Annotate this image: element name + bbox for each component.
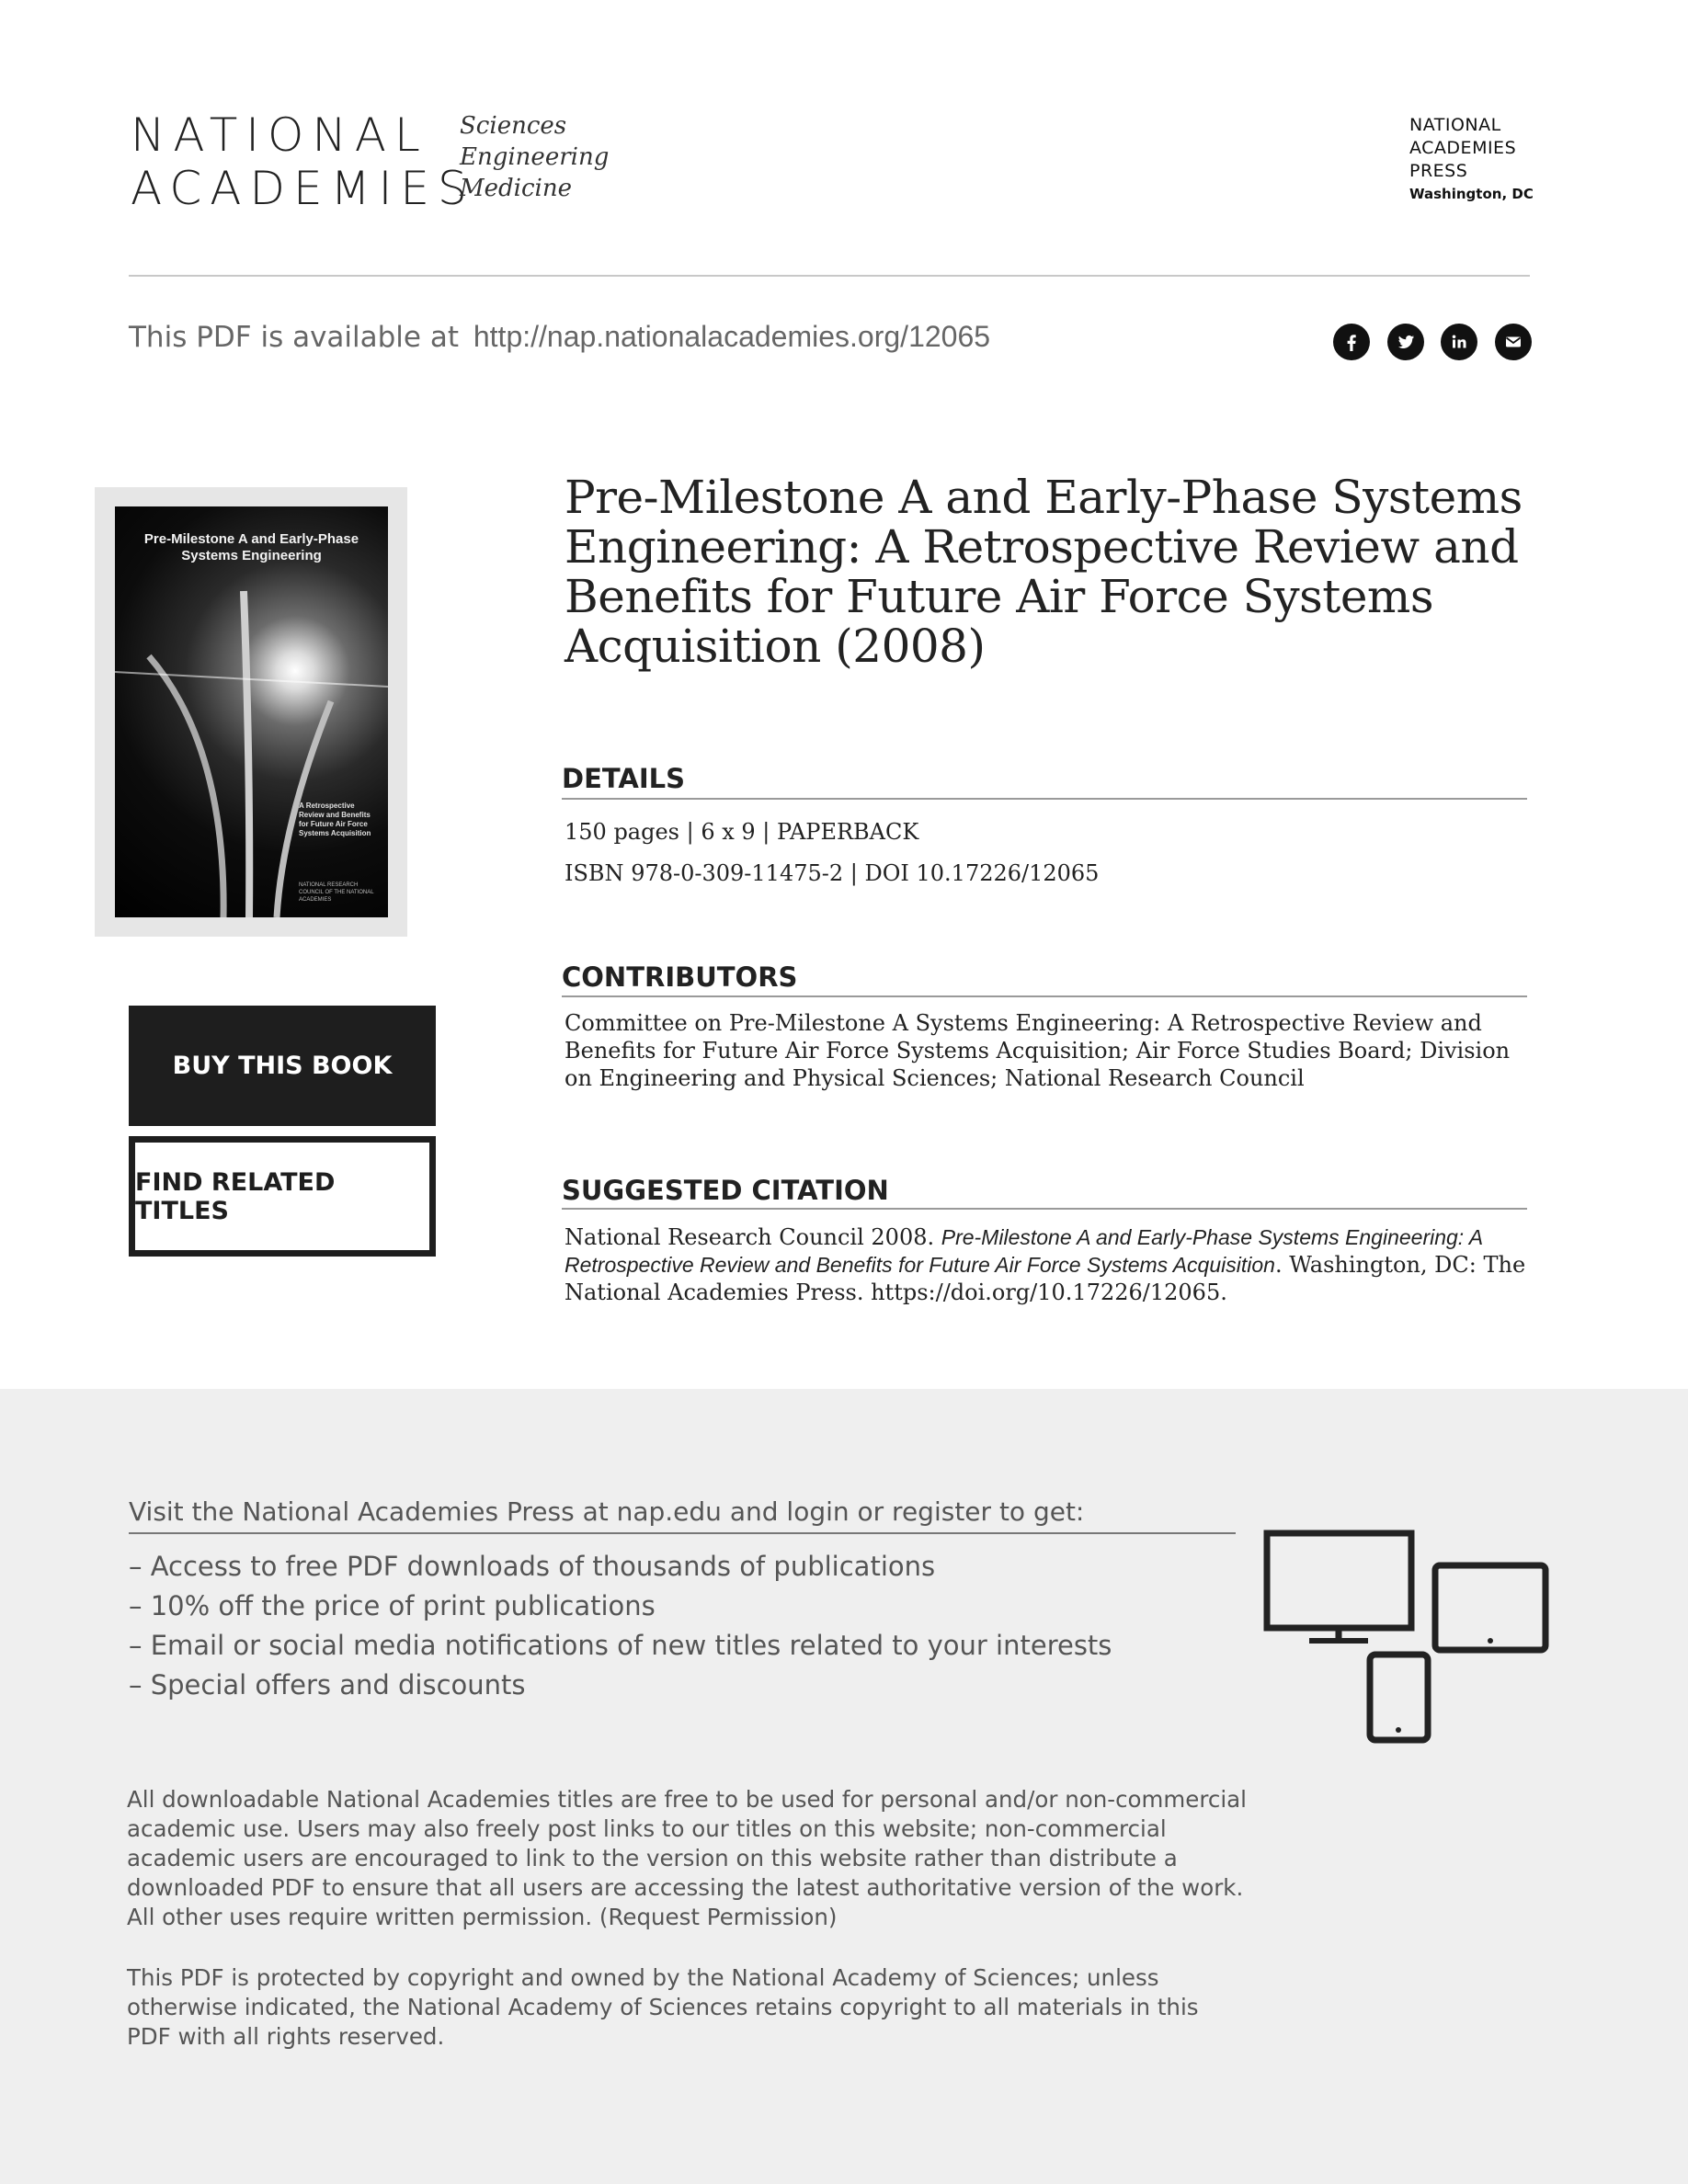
usage-terms-text (127, 1785, 1249, 1932)
facebook-icon[interactable] (1333, 324, 1370, 360)
usage-terms-body: All downloadable National Academies titles are free to be used for personal and/or non-commercial academic use. Users may also freely post links to our titles on this website; non-commercial academic users are encouraged to link to the version on this website rather than distribute a downloaded PDF to ensure that all users are accessing the latest authoritative version of the work. All other uses require written permission. (127, 1786, 1247, 1930)
list-item: – Access to free PDF downloads of thousands of publications (129, 1551, 936, 1582)
find-related-titles-button[interactable]: FIND RELATED TITLES (129, 1136, 436, 1257)
national-academies-logo (131, 108, 475, 215)
visit-divider (129, 1532, 1236, 1534)
book-cover-image[interactable] (115, 506, 388, 917)
contributors-text: Committee on Pre-Milestone A Systems Engineering: A Retrospective Review and Benefits for Future Air Force Systems Acquisition; Air Force Studies Board; Division on Engineering and Physical Sciences; National Research Council (565, 1010, 1511, 1091)
citation-heading: SUGGESTED CITATION (562, 1175, 889, 1206)
visit-nap-text: Visit the National Academies Press at nap.edu and login or register to get: (129, 1496, 1085, 1527)
press-location: Washington, DC (1409, 186, 1534, 202)
list-item: – Email or social media notifications of new titles related to your interests (129, 1630, 1112, 1661)
logo-subtitle (460, 110, 609, 204)
press-line-1: NATIONAL (1409, 115, 1501, 135)
list-item: – 10% off the price of print publications (129, 1590, 656, 1621)
press-line-2: ACADEMIES (1409, 138, 1517, 158)
press-line-3: PRESS (1409, 161, 1468, 181)
details-format: 150 pages | 6 x 9 | PAPERBACK (565, 819, 919, 845)
logo-line-2: ACADEMIES (131, 162, 475, 215)
linkedin-icon[interactable] (1441, 324, 1477, 360)
citation-suffix: . Washington, DC: The National Academies Press. https://doi.org/10.17226/12065. (565, 1252, 1526, 1305)
cover-title: Pre-Milestone A and Early-Phase Systems Engineering (143, 531, 359, 563)
details-divider (562, 798, 1527, 800)
availability-line (129, 320, 990, 354)
citation-prefix: National Research Council 2008. (565, 1224, 941, 1250)
availability-label: This PDF is available at (129, 321, 459, 354)
logo-line-1: NATIONAL (131, 108, 428, 162)
book-title: Pre-Milestone A and Early-Phase Systems Engineering: A Retrospective Review and Benefits for Future Air Force Systems Acquisition (2008) (565, 471, 1523, 673)
contributors-heading: CONTRIBUTORS (562, 961, 798, 993)
citation-text (565, 1223, 1539, 1306)
citation-divider (562, 1208, 1527, 1210)
details-heading: DETAILS (562, 763, 686, 794)
header-divider (129, 275, 1530, 277)
cover-publisher: NATIONAL RESEARCH COUNCIL OF THE NATIONAL ACADEMIES (299, 882, 374, 903)
details-isbn-doi: ISBN 978-0-309-11475-2 | DOI 10.17226/12065 (565, 860, 1100, 886)
benefits-list (129, 1547, 1112, 1705)
press-logo (1409, 114, 1534, 206)
citation-title: Pre-Milestone A and Early-Phase Systems Engineering: A Retrospective Review and Benefits for Future Air Force Systems Acquisition (565, 1225, 1483, 1277)
list-item: – Special offers and discounts (129, 1669, 526, 1701)
buy-this-book-button[interactable]: BUY THIS BOOK (129, 1006, 436, 1126)
contributors-divider (562, 995, 1527, 997)
logo-sub-medicine: Medicine (460, 175, 572, 202)
cover-subtitle: A Retrospective Review and Benefits for Future Air Force Systems Acquisition (299, 802, 371, 837)
logo-sub-engineering: Engineering (460, 143, 610, 171)
logo-sub-sciences: Sciences (460, 112, 567, 140)
availability-url[interactable]: http://nap.nationalacademies.org/12065 (473, 320, 991, 353)
copyright-text: This PDF is protected by copyright and owned by the National Academy of Sciences; unless otherwise indicated, the National Academy of Sciences retains copyright to all materials in this PDF with all rights reserved. (127, 1964, 1199, 2050)
devices-icon (1260, 1526, 1554, 1746)
email-icon[interactable] (1495, 324, 1532, 360)
twitter-icon[interactable] (1387, 324, 1424, 360)
request-permission-link[interactable]: (Request Permission) (599, 1904, 838, 1930)
cover-illustration (115, 506, 388, 917)
